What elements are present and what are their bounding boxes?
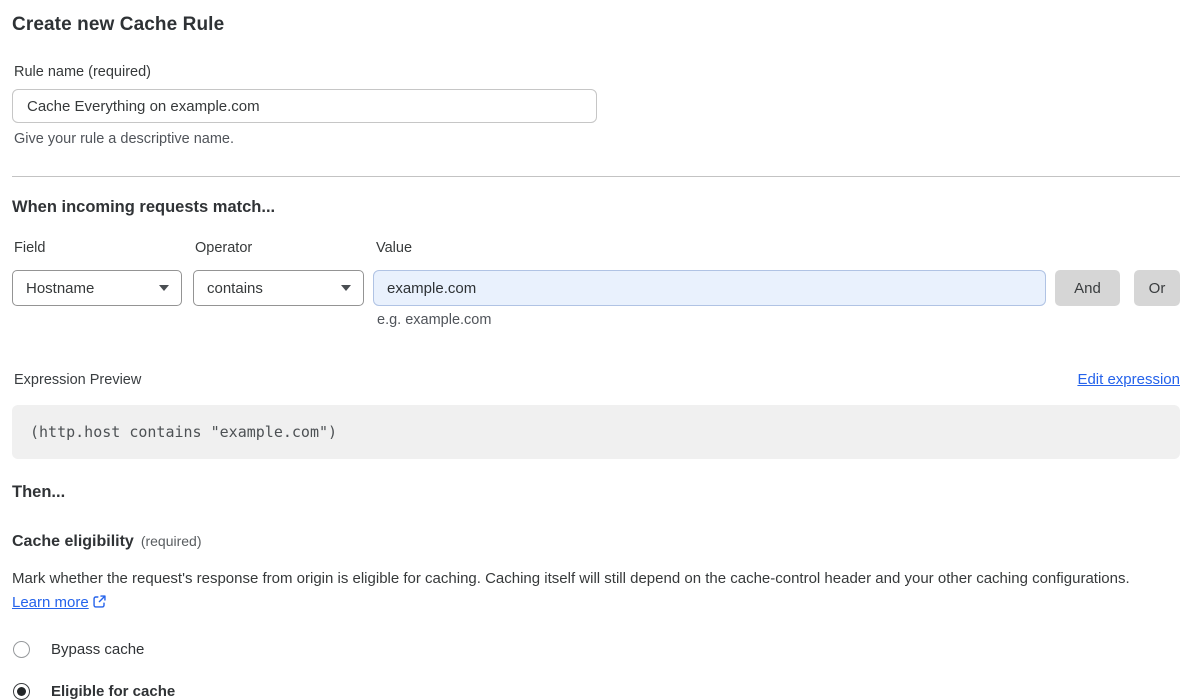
required-note: (required)	[140, 533, 202, 549]
then-section-heading: Then...	[12, 483, 66, 501]
rule-name-helper: Give your rule a descriptive name.	[14, 131, 235, 147]
expression-code: (http.host contains "example.com")	[30, 423, 338, 441]
operator-label: Operator	[195, 240, 253, 256]
operator-select[interactable]	[193, 270, 364, 306]
match-section-heading: When incoming requests match...	[12, 198, 276, 216]
match-labels-row	[12, 240, 1180, 256]
and-button[interactable]: And	[1055, 270, 1120, 306]
rule-name-input[interactable]	[12, 89, 597, 123]
eligible-for-cache-option[interactable]	[12, 683, 1180, 700]
match-controls-row	[12, 270, 1180, 306]
cache-eligibility-heading-row	[12, 533, 1180, 551]
expression-preview-row	[12, 371, 1180, 388]
learn-more-link[interactable]: Learn more	[12, 594, 89, 611]
radio-dot	[17, 687, 26, 696]
rule-name-label: Rule name (required)	[14, 64, 152, 80]
rule-name-section	[12, 64, 1180, 147]
section-divider	[12, 176, 1180, 177]
cache-eligibility-heading: Cache eligibility	[12, 533, 134, 550]
or-button[interactable]: Or	[1134, 270, 1180, 306]
field-label: Field	[14, 240, 46, 256]
chevron-down-icon	[341, 285, 351, 291]
bypass-cache-option[interactable]	[12, 641, 1180, 658]
chevron-down-icon	[159, 285, 169, 291]
value-helper: e.g. example.com	[377, 312, 492, 328]
cache-eligibility-options	[12, 641, 1180, 700]
field-select[interactable]	[12, 270, 182, 306]
external-link-icon	[92, 594, 107, 609]
bypass-cache-label: Bypass cache	[51, 641, 145, 658]
value-input[interactable]	[373, 270, 1046, 306]
value-label: Value	[376, 240, 413, 256]
eligible-for-cache-label: Eligible for cache	[51, 683, 176, 700]
operator-select-value: contains	[207, 279, 263, 297]
description-text: Mark whether the request's response from origin is eligible for caching. Caching itself will still depend on the cache-control header and your other caching configurations.	[12, 570, 1130, 587]
radio-selected-icon[interactable]	[13, 683, 30, 700]
cache-eligibility-description	[12, 567, 1170, 615]
radio-unselected-icon[interactable]	[13, 641, 30, 658]
edit-expression-link[interactable]: Edit expression	[1077, 371, 1180, 388]
field-select-value: Hostname	[26, 279, 95, 297]
expression-code-box	[12, 405, 1180, 459]
page-title: Create new Cache Rule	[12, 14, 225, 35]
expression-preview-label: Expression Preview	[14, 372, 142, 388]
